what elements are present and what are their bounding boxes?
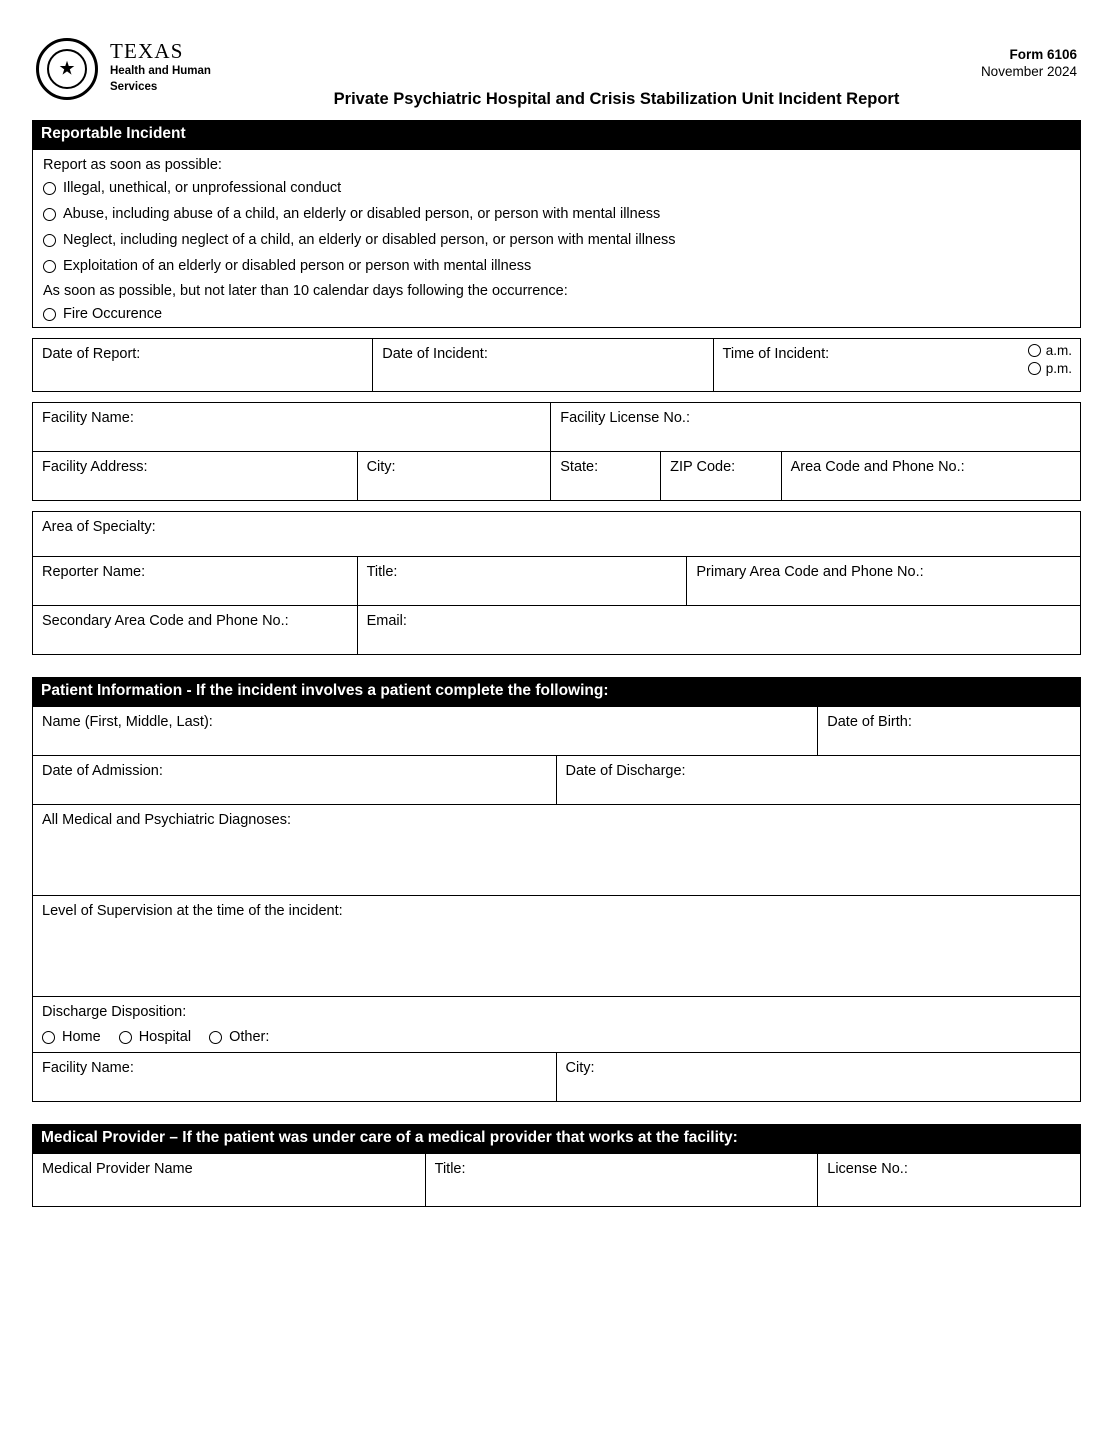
field-label: Email: [366, 613, 407, 629]
report-ten-days-label: As soon as possible, but not later than 10 calendar days following the occurrence: [43, 283, 568, 299]
field-label: City: [366, 459, 396, 475]
field-patient-name[interactable] [33, 707, 818, 755]
field-date-of-admission[interactable] [33, 756, 557, 804]
radio-illegal-conduct-icon[interactable] [43, 182, 56, 195]
option-label: Neglect, including neglect of a child, an elderly or disabled person, or person with mental illness [63, 232, 676, 248]
field-label: Secondary Area Code and Phone No.: [42, 613, 289, 629]
agency-name [110, 38, 211, 94]
field-reporter-name[interactable] [33, 557, 358, 605]
section-header-medical-provider: Medical Provider – If the patient was under care of a medical provider that works at the facility: [32, 1124, 1081, 1153]
table-row [33, 403, 1080, 452]
field-discharge-disposition [33, 997, 1080, 1052]
table-row [33, 452, 1080, 500]
field-state[interactable] [551, 452, 661, 500]
radio-neglect-icon[interactable] [43, 234, 56, 247]
field-label: Title: [366, 564, 398, 580]
discharge-disposition-options [33, 1027, 1080, 1052]
page-title: Private Psychiatric Hospital and Crisis Stabilization Unit Incident Report [333, 90, 900, 108]
field-label: Date of Incident: [382, 346, 488, 362]
radio-pm-icon[interactable] [1028, 362, 1041, 375]
option-pm[interactable] [1028, 361, 1072, 376]
document-header [32, 28, 1081, 120]
radio-exploitation-icon[interactable] [43, 260, 56, 273]
table-row [33, 1154, 1080, 1206]
option-other[interactable] [209, 1029, 269, 1045]
field-label: Area of Specialty: [42, 519, 156, 535]
field-discharge-city[interactable] [557, 1053, 1081, 1101]
field-label: Medical Provider Name [42, 1161, 193, 1177]
field-secondary-phone[interactable] [33, 606, 358, 654]
field-label: License No.: [827, 1161, 908, 1177]
option-label: Hospital [138, 1029, 192, 1045]
table-row [33, 707, 1080, 756]
field-date-of-discharge[interactable] [557, 756, 1081, 804]
field-area-of-specialty[interactable] [33, 512, 1080, 556]
radio-fire-occurrence-icon[interactable] [43, 308, 56, 321]
discharge-disposition-label: Discharge Disposition: [42, 1004, 187, 1020]
option-label: p.m. [1045, 361, 1072, 376]
table-row [33, 339, 1080, 391]
field-date-of-incident[interactable] [373, 339, 713, 391]
field-level-of-supervision[interactable] [33, 896, 1080, 996]
option-home[interactable] [42, 1029, 101, 1045]
agency-name-hhs-line1: Health and Human [110, 65, 211, 77]
star-icon: ★ [58, 58, 76, 80]
field-label: Facility License No.: [560, 410, 690, 426]
form-revision-date: November 2024 [980, 64, 1077, 79]
field-medical-provider-title[interactable] [426, 1154, 819, 1206]
option-am[interactable] [1028, 343, 1072, 358]
option-label: Abuse, including abuse of a child, an elderly or disabled person, or person with mental illness [63, 206, 661, 222]
report-dates-box [32, 338, 1081, 392]
field-label: All Medical and Psychiatric Diagnoses: [42, 812, 292, 828]
option-label: Fire Occurence [63, 306, 163, 322]
report-asap-label: Report as soon as possible: [43, 157, 222, 173]
field-reporter-title[interactable] [358, 557, 688, 605]
agency-name-hhs-line2: Services [110, 81, 158, 93]
table-row [33, 557, 1080, 606]
option-label: Illegal, unethical, or unprofessional conduct [63, 180, 342, 196]
radio-hospital-icon[interactable] [119, 1031, 132, 1044]
radio-am-icon[interactable] [1028, 344, 1041, 357]
field-time-of-incident[interactable] [714, 339, 1080, 391]
ampm-group [1028, 343, 1072, 379]
facility-box [32, 402, 1081, 501]
patient-information-box [32, 706, 1081, 1102]
option-label: Home [62, 1029, 101, 1045]
field-label: Date of Report: [42, 346, 141, 362]
radio-abuse-icon[interactable] [43, 208, 56, 221]
field-label: Name (First, Middle, Last): [42, 714, 213, 730]
section-header-patient-information: Patient Information - If the incident involves a patient complete the following: [32, 677, 1081, 706]
field-label: ZIP Code: [670, 459, 736, 475]
field-label: Date of Discharge: [565, 763, 686, 779]
field-primary-phone[interactable] [687, 557, 1080, 605]
field-facility-name[interactable] [33, 403, 551, 451]
field-label: Date of Birth: [827, 714, 912, 730]
form-meta [981, 46, 1077, 81]
field-discharge-facility-name[interactable] [33, 1053, 557, 1101]
table-row [33, 997, 1080, 1053]
field-facility-license-no[interactable] [551, 403, 1080, 451]
field-label: Facility Name: [42, 1060, 134, 1076]
table-row [33, 512, 1080, 557]
field-medical-provider-name[interactable] [33, 1154, 426, 1206]
field-label: Facility Name: [42, 410, 134, 426]
field-label: Reporter Name: [42, 564, 146, 580]
field-label: Title: [434, 1161, 466, 1177]
field-label: State: [560, 459, 599, 475]
table-row [33, 805, 1080, 896]
radio-home-icon[interactable] [42, 1031, 55, 1044]
form-number: Form 6106 [1009, 47, 1077, 62]
table-row [33, 756, 1080, 805]
table-row [33, 896, 1080, 997]
option-abuse[interactable] [33, 201, 1080, 227]
field-label: Primary Area Code and Phone No.: [696, 564, 924, 580]
field-area-code-and-phone[interactable] [782, 452, 1080, 500]
field-label: Level of Supervision at the time of the incident: [42, 903, 343, 919]
option-fire-occurrence[interactable] [33, 301, 1080, 327]
field-label: Date of Admission: [42, 763, 163, 779]
field-label: Area Code and Phone No.: [790, 459, 965, 475]
field-date-of-birth[interactable] [818, 707, 1080, 755]
field-zip-code[interactable] [661, 452, 781, 500]
table-row [33, 1053, 1080, 1101]
option-label: a.m. [1045, 343, 1072, 358]
option-exploitation[interactable] [33, 253, 1080, 279]
field-label: Time of Incident: [722, 346, 830, 362]
field-medical-provider-license-no[interactable] [818, 1154, 1080, 1206]
radio-other-icon[interactable] [209, 1031, 222, 1044]
reporter-box [32, 511, 1081, 655]
field-diagnoses[interactable] [33, 805, 1080, 895]
reportable-incident-box [32, 149, 1081, 328]
field-facility-address[interactable] [33, 452, 358, 500]
option-label: Exploitation of an elderly or disabled person or person with mental illness [63, 258, 532, 274]
option-hospital[interactable] [119, 1029, 191, 1045]
option-neglect[interactable] [33, 227, 1080, 253]
option-illegal-conduct[interactable] [33, 175, 1080, 201]
section-header-reportable-incident: Reportable Incident [32, 120, 1081, 149]
field-date-of-report[interactable] [33, 339, 373, 391]
field-label: City: [565, 1060, 595, 1076]
field-label: Facility Address: [42, 459, 148, 475]
agency-name-texas: TEXAS [110, 39, 184, 63]
option-label: Other: [229, 1029, 270, 1045]
field-email[interactable] [358, 606, 1080, 654]
field-city[interactable] [358, 452, 552, 500]
medical-provider-box [32, 1153, 1081, 1207]
table-row [33, 606, 1080, 654]
